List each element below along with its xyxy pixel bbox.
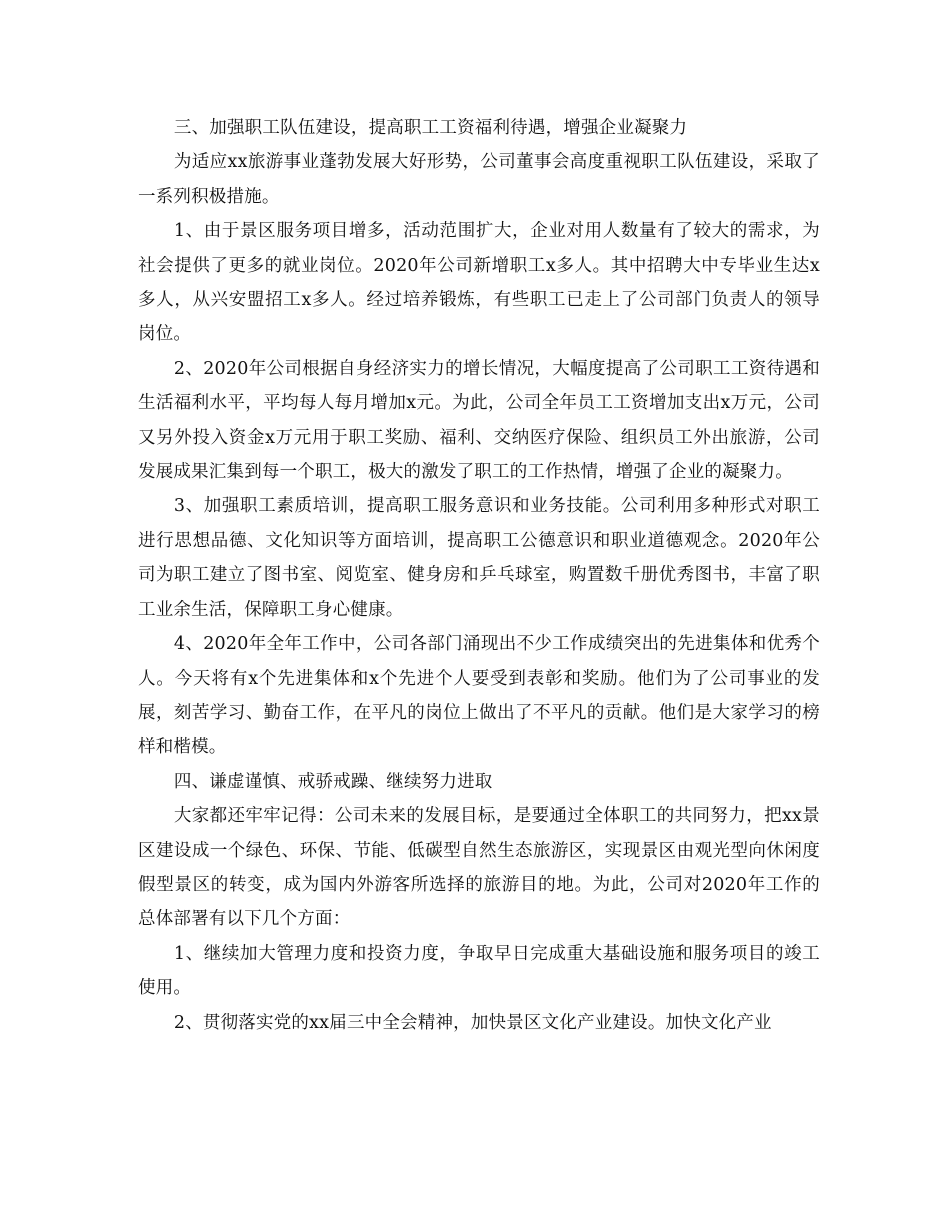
paragraph: 2、2020年公司根据自身经济实力的增长情况，大幅度提高了公司职工工资待遇和生活福利水平，平均每人每月增加x元。为此，公司全年员工工资增加支出x万元，公司又另外投入资金x万元用于职工奖励、福利、交纳医疗保险、组织员工外出旅游，公司发展成果汇集到每一个职工，极大的激发了职工的工作热情，增强了企业的凝聚力。 [138,358,820,483]
paragraph: 1、继续加大管理力度和投资力度，争取早日完成重大基础设施和服务项目的竣工使用。 [138,943,820,999]
paragraph: 1、由于景区服务项目增多，活动范围扩大，企业对用人数量有了较大的需求，为社会提供了更多的就业岗位。2020年公司新增职工x多人。其中招聘大中专毕业生达x多人，从兴安盟招工x多人。经过培养锻炼，有些职工已走上了公司部门负责人的领导岗位。 [138,221,820,345]
document-body [138,111,820,1040]
section-heading-3: 三、加强职工队伍建设，提高职工工资福利待遇，增强企业凝聚力 [173,118,688,138]
paragraph: 2、贯彻落实党的xx届三中全会精神，加快景区文化产业建设。加快文化产业 [173,1012,772,1033]
paragraph: 4、2020年全年工作中，公司各部门涌现出不少工作成绩突出的先进集体和优秀个人。今天将有x个先进集体和x个先进个人要受到表彰和奖励。他们为了公司事业的发展，刻苦学习、勤奋工作，在平凡的岗位上做出了不平凡的贡献。他们是大家学习的榜样和楷模。 [138,634,820,758]
paragraph: 3、加强职工素质培训，提高职工服务意识和业务技能。公司利用多种形式对职工进行思想品德、文化知识等方面培训，提高职工公德意识和职业道德观念。2020年公司为职工建立了图书室、阅览室、健身房和乒乓球室，购置数千册优秀图书，丰富了职工业余生活，保障职工身心健康。 [138,496,820,620]
section-heading-4: 四、谦虚谨慎、戒骄戒躁、继续努力进取 [173,771,493,792]
paragraph: 大家都还牢牢记得：公司未来的发展目标，是要通过全体职工的共同努力，把xx景区建设成一个绿色、环保、节能、低碳型自然生态旅游区，实现景区由观光型向休闲度假型景区的转变，成为国内外游客所选择的旅游目的地。为此，公司对2020年工作的总体部署有以下几个方面： [138,806,820,930]
paragraph: 为适应xx旅游事业蓬勃发展大好形势，公司董事会高度重视职工队伍建设，采取了一系列积极措施。 [138,152,820,207]
